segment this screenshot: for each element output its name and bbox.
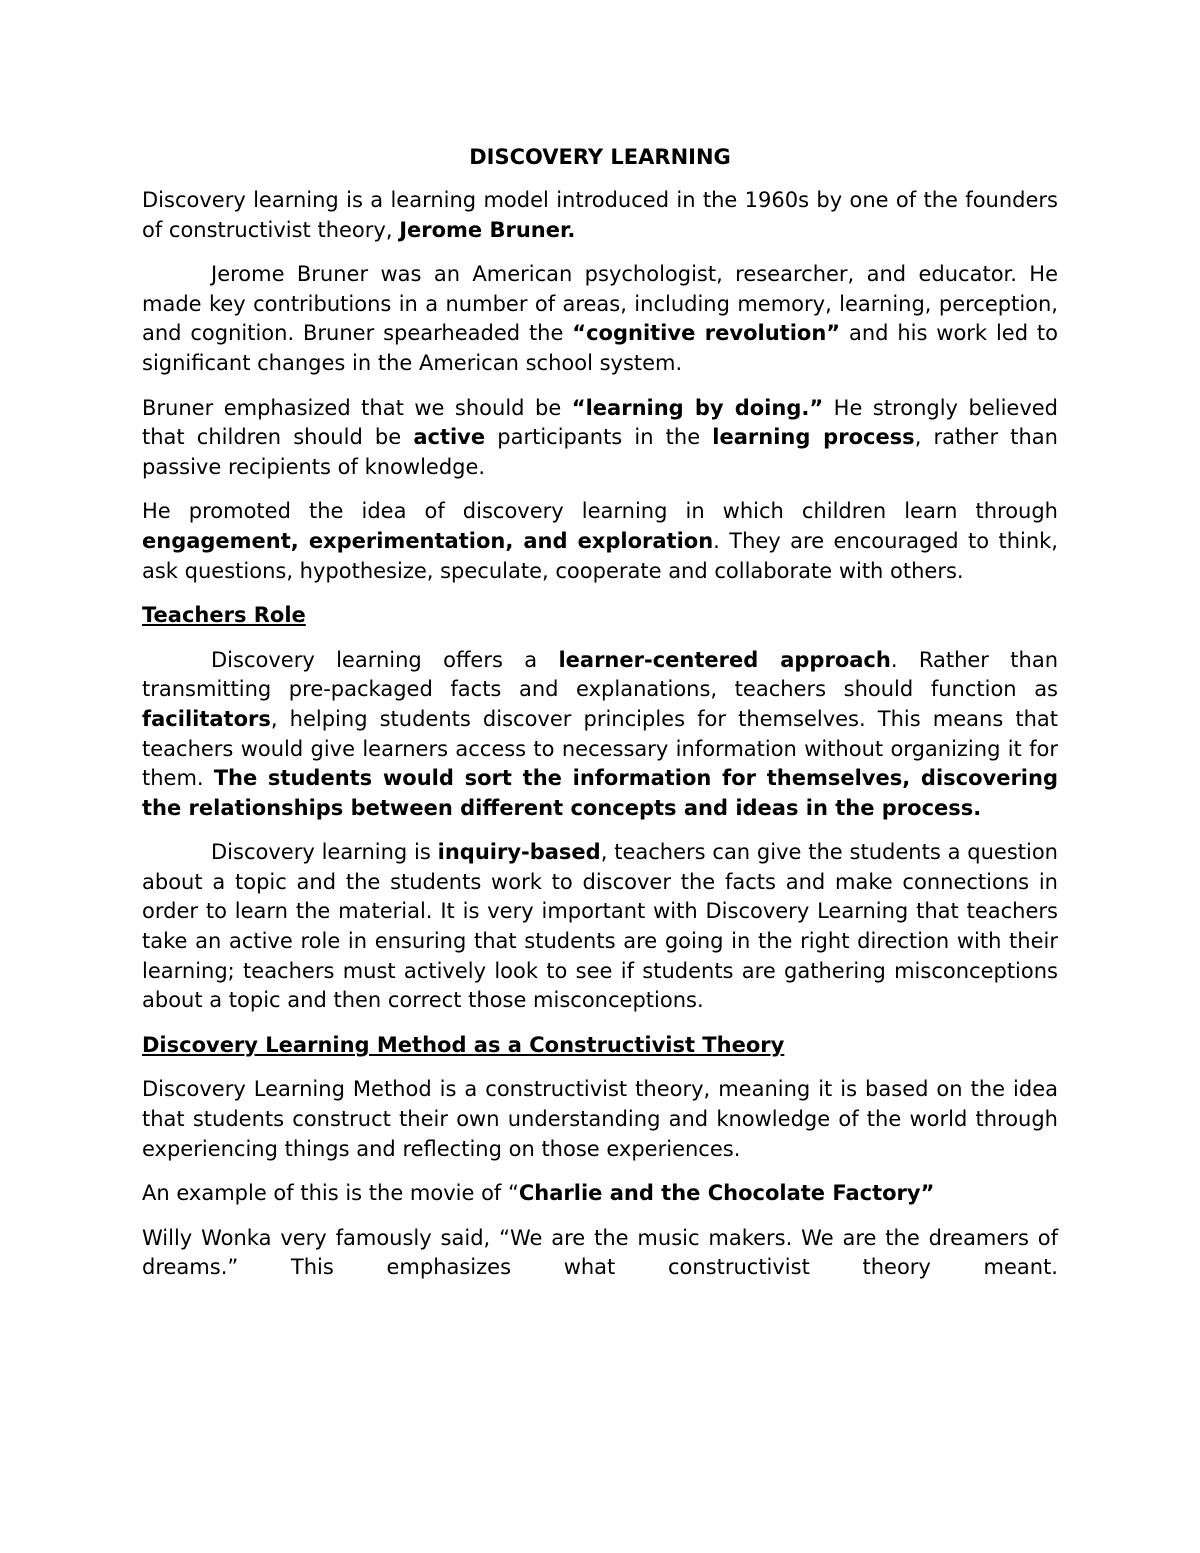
paragraph-constructivist: Discovery Learning Method is a constructivist theory, meaning it is based on the idea that students construct their own understanding and knowledge of the world through experiencing things and reflecting on those experiences. — [142, 1077, 1058, 1161]
paragraph-teachers-role: Discovery learning offers a learner-centered approach. Rather than transmitting pre-packaged facts and explanations, teachers should function as facilitators, helping students discover principles for themselves. This means that teachers would give learners access to necessary information without organizing it for them. The students would sort the information for themselves, discovering the relationships between different concepts and ideas in the process. — [142, 647, 1059, 820]
paragraph-willy-wonka: Willy Wonka very famously said, “We are the music makers. We are the dreamers of dreams.” This emphasizes what constructivist theory meant. — [142, 1225, 1058, 1280]
paragraph-intro: Discovery learning is a learning model introduced in the 1960s by one of the founders of constructivist theory, Jerome Bruner. — [142, 188, 1058, 242]
section-heading-constructivist: Discovery Learning Method as a Constructivist Theory — [142, 1032, 785, 1057]
paragraph-bruner-bio: Jerome Bruner was an American psychologist, researcher, and educator. He made key contributions in a number of areas, including memory, learning, perception, and cognition. Bruner spearheaded the “cognitive revolution” and his work led to significant changes in the American school system. — [142, 262, 1058, 375]
paragraph-inquiry-based: Discovery learning is inquiry-based, teachers can give the students a question about a topic and the students work to discover the facts and make connections in order to learn the material. It is very important with Discovery Learning that teachers take an active role in ensuring that students are going in the right direction with their learning; teachers must actively look to see if students are gathering misconceptions about a topic and then correct those misconceptions. — [142, 840, 1058, 1013]
paragraph-discovery-idea: He promoted the idea of discovery learning in which children learn through engagement, experimentation, and exploration. They are encouraged to think, ask questions, hypothesize, speculate, cooperate and collaborate with others. — [142, 499, 1058, 583]
paragraph-learning-by-doing: Bruner emphasized that we should be “learning by doing.” He strongly believed that children should be active participants in the learning process, rather than passive recipients of knowledge. — [142, 395, 1059, 479]
document-title: DISCOVERY LEARNING — [469, 145, 731, 169]
paragraph-example: An example of this is the movie of “Charlie and the Chocolate Factory” — [142, 1181, 935, 1206]
section-heading-teachers-role: Teachers Role — [142, 603, 306, 628]
